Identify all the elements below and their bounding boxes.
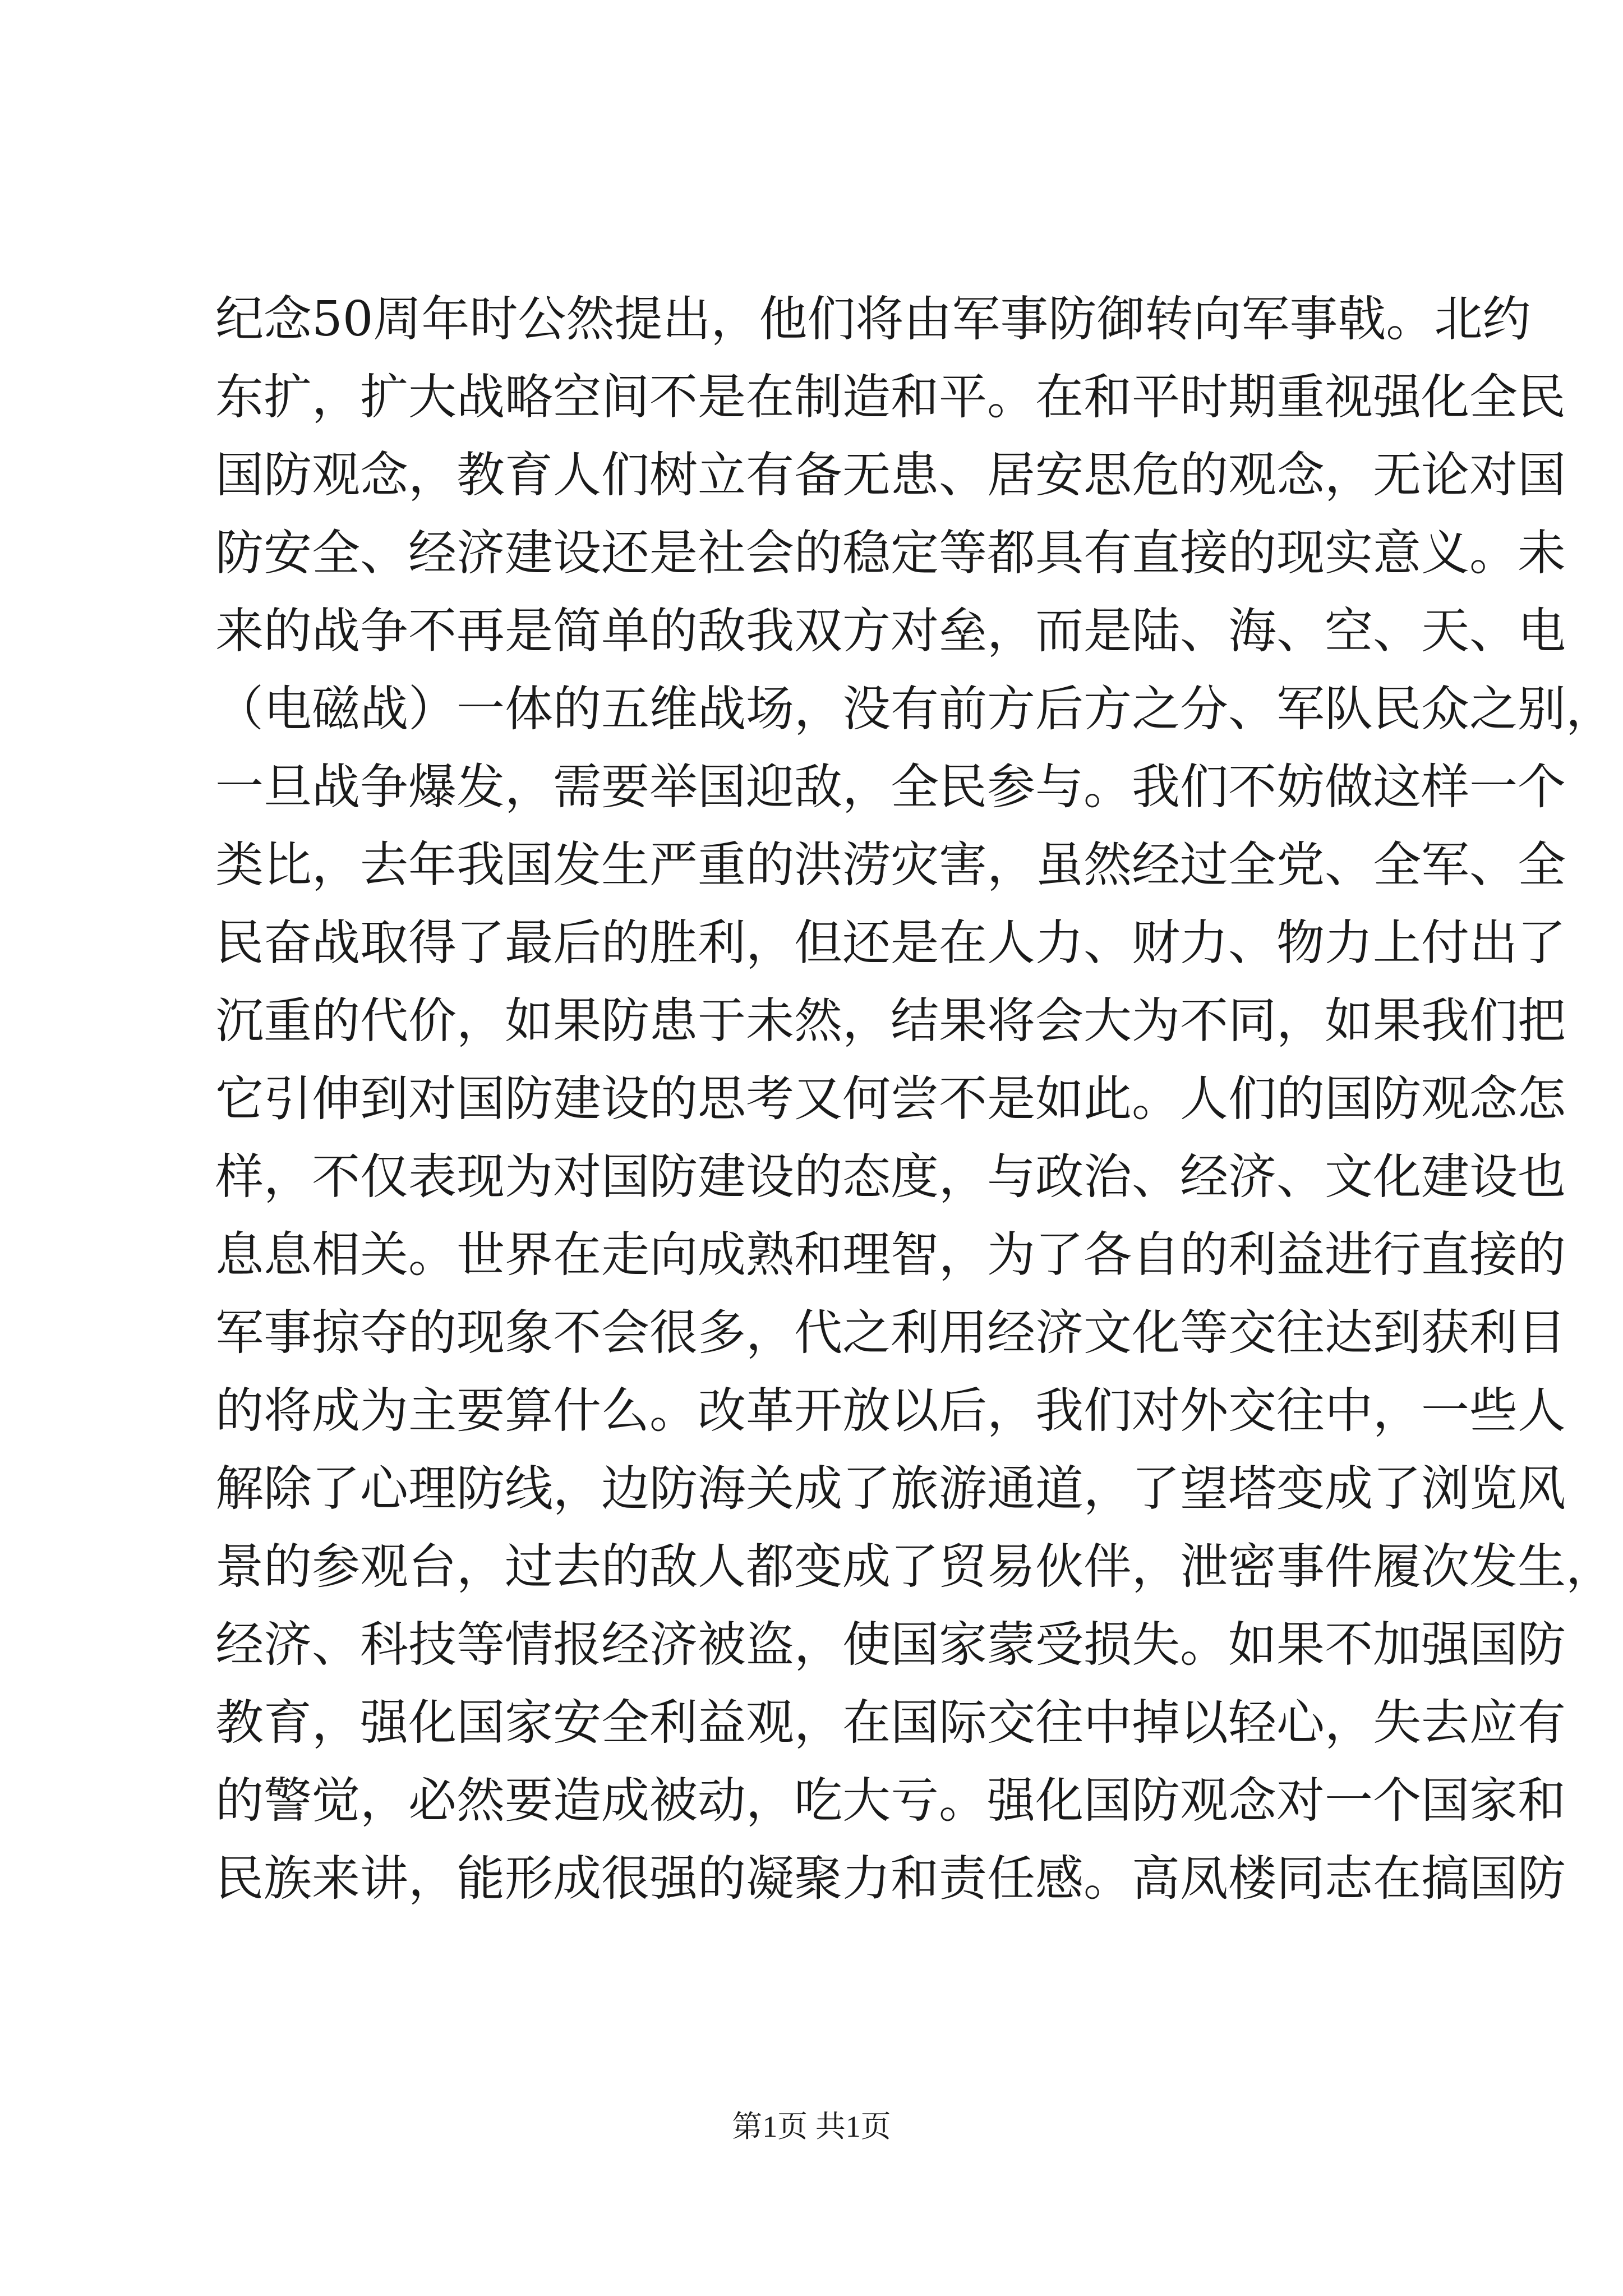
text-line: 类比，去年我国发生严重的洪涝灾害，虽然经过全党、全军、全: [215, 837, 1566, 893]
text-line: 经济、科技等情报经济被盗，使国家蒙受损失。如果不加强国防: [215, 1617, 1566, 1673]
body-text: [215, 280, 1614, 1918]
text-line: 民族来讲，能形成很强的凝聚力和责任感。高凤楼同志在搞国防: [215, 1851, 1566, 1907]
text-line: 它引伸到对国防建设的思考又何尝不是如此。人们的国防观念怎: [215, 1071, 1566, 1127]
text-line: 息息相关。世界在走向成熟和理智，为了各自的利益进行直接的: [215, 1227, 1566, 1283]
text-line: 东扩，扩大战略空间不是在制造和平。在和平时期重视强化全民: [215, 369, 1566, 425]
text-line: 国防观念，教育人们树立有备无患、居安思危的观念，无论对国: [215, 447, 1566, 503]
text-line: 景的参观台，过去的敌人都变成了贸易伙伴，泄密事件履次发生，: [215, 1539, 1614, 1595]
page-footer: [0, 2102, 1623, 2146]
text-line: 来的战争不再是简单的敌我双方对垒，而是陆、海、空、天、电: [215, 603, 1566, 659]
text-line: 一旦战争爆发，需要举国迎敌，全民参与。我们不妨做这样一个: [215, 759, 1566, 815]
text-line: 的将成为主要算什么。改革开放以后，我们对外交往中，一些人: [215, 1383, 1566, 1439]
text-line: 防安全、经济建设还是社会的稳定等都具有直接的现实意义。未: [215, 525, 1566, 581]
text-line: 教育，强化国家安全利益观，在国际交往中掉以轻心，失去应有: [215, 1695, 1566, 1751]
page-number: 第1页 共1页: [732, 2110, 891, 2143]
text-line: 民奋战取得了最后的胜利，但还是在人力、财力、物力上付出了: [215, 915, 1566, 971]
text-line: 样，不仅表现为对国防建设的态度，与政治、经济、文化建设也: [215, 1149, 1566, 1205]
text-line: 军事掠夺的现象不会很多，代之利用经济文化等交往达到获利目: [215, 1305, 1566, 1361]
text-line: 解除了心理防线，边防海关成了旅游通道，了望塔变成了浏览风: [215, 1461, 1566, 1517]
text-line: 沉重的代价，如果防患于未然，结果将会大为不同，如果我们把: [215, 993, 1566, 1049]
text-line: 纪念50周年时公然提出，他们将由军事防御转向军事戟。北约: [215, 291, 1531, 347]
text-line: 的警觉，必然要造成被动，吃大亏。强化国防观念对一个国家和: [215, 1773, 1566, 1829]
text-line: （电磁战）一体的五维战场，没有前方后方之分、军队民众之别，: [215, 681, 1614, 737]
